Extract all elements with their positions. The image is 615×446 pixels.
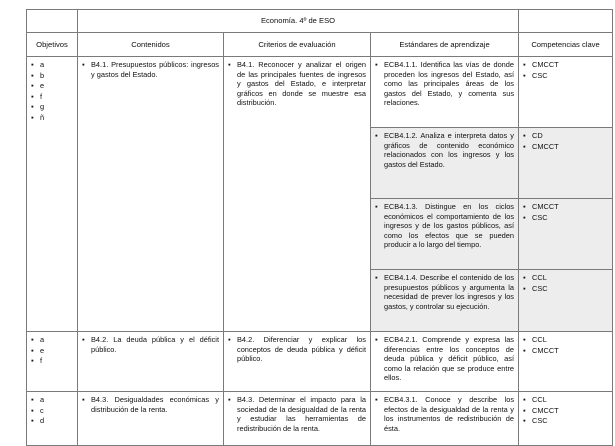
header-contenidos: Contenidos (78, 33, 224, 57)
bullet-icon: ▪ (31, 81, 34, 91)
bullet-icon: ▪ (375, 335, 378, 344)
bullet-icon: ▪ (31, 356, 34, 366)
competencia-value: CSC (532, 212, 548, 222)
competencia-value: CMCCT (532, 141, 559, 151)
competencia (523, 273, 608, 294)
criterio-text: ▪ B4.3. Determinar el impacto para la sociedad de la desigualdad de la renta y estudiar las herramientas de redistribución de la renta. (228, 395, 366, 433)
bullet-icon: ▪ (375, 60, 378, 69)
bullet-icon: ▪ (375, 131, 378, 140)
bullet-icon: ▪ (82, 395, 85, 404)
estandar-text: ▪ ECB4.1.2. Analiza e interpreta datos y gráficos de contenido económico relacionados con los ingresos y los gastos del Estado. (375, 131, 515, 169)
estandar-text: ▪ ECB4.2.1. Comprende y expresa las diferencias entre los conceptos de deuda pública y déficit público, así como la relación que se produce entre ellos. (375, 335, 515, 382)
header-criterios: Criterios de evaluación (224, 33, 371, 57)
estandar-text: ▪ ECB4.1.4. Describe el contenido de los presupuestos públicos y argumenta la necesidad de prever los ingresos y los gastos, y controlar su ejecución. (375, 273, 515, 311)
bullet-icon: ▪ (82, 60, 85, 69)
bullet-icon: ▪ (31, 416, 34, 426)
list-item (523, 406, 608, 417)
bullet-icon: ▪ (523, 283, 526, 293)
objetivo-value: f (40, 91, 43, 101)
competencia (523, 131, 608, 152)
competencia-value: CCL (532, 395, 547, 404)
bullet-icon: ▪ (31, 91, 34, 101)
bullet-icon: ▪ (523, 345, 526, 355)
bullet-icon: ▪ (82, 335, 85, 344)
competencias-cell (519, 392, 613, 446)
competencia (523, 60, 608, 81)
list-item (31, 416, 73, 427)
competencia-value: CMCCT (532, 405, 559, 415)
list-item (31, 335, 73, 346)
competencia-value: CMCCT (532, 202, 559, 211)
bullet-icon: ▪ (523, 131, 526, 140)
list-item (523, 273, 608, 284)
list-item (523, 142, 608, 153)
competencia-value: CSC (532, 416, 548, 426)
competencia-value: CMCCT (532, 345, 559, 355)
competencia-value: CMCCT (532, 60, 559, 69)
bullet-icon: ▪ (31, 395, 34, 404)
criterio-cell (224, 332, 371, 392)
objetivo-value: ñ (40, 112, 45, 122)
competencia (523, 202, 608, 223)
estandar-cell (371, 199, 519, 270)
list-item (523, 131, 608, 142)
competencia-value: CD (532, 131, 543, 140)
estandar-text: ▪ ECB4.3.1. Conoce y describe los efectos de la desigualdad de la renta y los instrumentos de redistribución de ésta. (375, 395, 515, 433)
estandar-cell (371, 392, 519, 446)
list-item (523, 395, 608, 406)
bullet-icon: ▪ (375, 202, 378, 211)
competencia (523, 335, 608, 356)
bullet-icon: ▪ (375, 273, 378, 282)
objetivos-cell (27, 57, 78, 332)
list-item (523, 335, 608, 346)
list-item (523, 416, 608, 427)
contenido-text: ▪ B4.3. Desigualdades económicas y distribución de la renta. (82, 395, 219, 414)
criterio-cell (224, 57, 371, 332)
objetivo-value: c (40, 405, 44, 415)
list-item (523, 202, 608, 213)
corner-cell (27, 10, 78, 33)
bullet-icon: ▪ (31, 70, 34, 80)
estandar-cell (371, 57, 519, 128)
contenido-cell (78, 332, 224, 392)
list-item (31, 60, 73, 71)
competencias-cell (519, 128, 613, 199)
list-item (523, 71, 608, 82)
list-item (31, 406, 73, 417)
competencias-cell (519, 57, 613, 128)
competencias-cell (519, 332, 613, 392)
list-item (523, 213, 608, 224)
table-row (27, 57, 613, 128)
bullet-icon: ▪ (523, 212, 526, 222)
header-objetivos: Objetivos (27, 33, 78, 57)
bullet-icon: ▪ (523, 60, 526, 69)
list-item (31, 346, 73, 357)
bullet-icon: ▪ (228, 335, 231, 344)
bullet-icon: ▪ (523, 395, 526, 404)
objetivo-value: a (40, 335, 45, 344)
corner-cell-right (519, 10, 613, 33)
estandar-cell (371, 128, 519, 199)
criterio-text: ▪ B4.1. Reconocer y analizar el origen de las principales fuentes de ingresos y gastos del Estado, e interpretar gráficos en donde se muestre esa distribución. (228, 60, 366, 107)
competencia-value: CCL (532, 273, 547, 282)
contenido-cell (78, 57, 224, 332)
estandar-cell (371, 332, 519, 392)
competencia-value: CSC (532, 70, 548, 80)
list-item (31, 356, 73, 367)
contenido-text: ▪ B4.1. Presupuestos públicos: ingresos y gastos del Estado. (82, 60, 219, 79)
objetivos-cell (27, 332, 78, 392)
objetivos-cell (27, 392, 78, 446)
table-title: Economía. 4º de ESO (78, 10, 519, 33)
bullet-icon: ▪ (31, 102, 34, 112)
bullet-icon: ▪ (228, 395, 231, 404)
bullet-icon: ▪ (523, 416, 526, 426)
list-item (31, 102, 73, 113)
list-item (31, 395, 73, 406)
bullet-icon: ▪ (31, 345, 34, 355)
curriculum-table (26, 9, 613, 446)
objetivo-value: e (40, 345, 45, 355)
list-item (523, 284, 608, 295)
list-item (523, 60, 608, 71)
bullet-icon: ▪ (523, 70, 526, 80)
competencia (523, 395, 608, 427)
bullet-icon: ▪ (31, 112, 34, 122)
bullet-icon: ▪ (31, 405, 34, 415)
bullet-icon: ▪ (523, 405, 526, 415)
list-item (523, 346, 608, 357)
bullet-icon: ▪ (31, 60, 34, 69)
objetivo-value: a (40, 60, 45, 69)
list-item (31, 71, 73, 82)
list-item (31, 113, 73, 124)
table-row (27, 332, 613, 392)
criterio-cell (224, 392, 371, 446)
bullet-icon: ▪ (375, 395, 378, 404)
objetivo-value: f (40, 356, 43, 366)
competencia-value: CCL (532, 335, 547, 344)
estandar-text: ▪ ECB4.1.1. Identifica las vías de donde proceden los ingresos del Estado, así como las principales áreas de los gastos del Estado, y comenta sus relaciones. (375, 60, 515, 107)
competencias-cell (519, 199, 613, 270)
header-estandares: Estándares de aprendizaje (371, 33, 519, 57)
objetivo-value: b (40, 70, 45, 80)
competencias-cell (519, 270, 613, 332)
bullet-icon: ▪ (523, 335, 526, 344)
estandar-cell (371, 270, 519, 332)
competencia-value: CSC (532, 283, 548, 293)
objetivo (31, 335, 73, 367)
list-item (31, 92, 73, 103)
objetivo (31, 60, 73, 124)
header-competencias: Competencias clave (519, 33, 613, 57)
objetivo-value: a (40, 395, 45, 404)
table-row (27, 392, 613, 446)
objetivo-value: e (40, 81, 45, 91)
bullet-icon: ▪ (31, 335, 34, 344)
criterio-text: ▪ B4.2. Diferenciar y explicar los conceptos de deuda pública y déficit público. (228, 335, 366, 363)
estandar-text: ▪ ECB4.1.3. Distingue en los ciclos económicos el comportamiento de los ingresos y de los gastos públicos, así como los efectos que se pueden producir a lo largo del tiempo. (375, 202, 515, 249)
contenido-text: ▪ B4.2. La deuda pública y el déficit público. (82, 335, 219, 354)
bullet-icon: ▪ (228, 60, 231, 69)
bullet-icon: ▪ (523, 202, 526, 211)
objetivo-value: d (40, 416, 45, 426)
list-item (31, 81, 73, 92)
bullet-icon: ▪ (523, 273, 526, 282)
bullet-icon: ▪ (523, 141, 526, 151)
objetivo (31, 395, 73, 427)
objetivo-value: g (40, 102, 45, 112)
contenido-cell (78, 392, 224, 446)
